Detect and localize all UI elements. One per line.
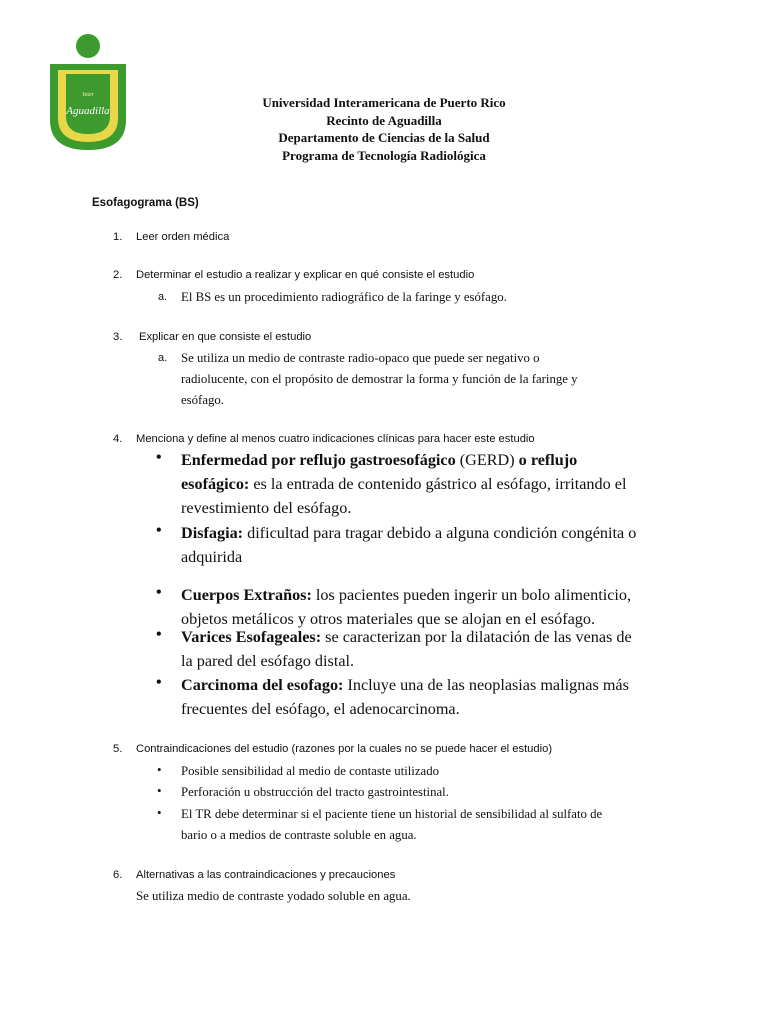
- q3-sub-letter: a.: [158, 352, 168, 364]
- q6-number: 6.: [113, 869, 123, 881]
- q3-sub-block: [181, 348, 578, 411]
- document-header: [0, 94, 768, 164]
- q4-bullet-disfagia: Disfagia: dificultad para tragar debido a alguna condición congénita o adquirida: [181, 524, 637, 566]
- logo-wordmark: Aguadilla: [66, 105, 110, 117]
- q3-sub-line1: Se utiliza un medio de contraste radio-opaco que puede ser negativo o: [181, 351, 540, 365]
- q2-sub-letter: a.: [158, 291, 168, 303]
- q5-bullet-3: El TR debe determinar si el paciente tiene un historial de sensibilidad al sulfato de bario o a medios de contraste soluble en agua.: [181, 807, 603, 842]
- bullet-dot: •: [157, 805, 162, 820]
- q4-bullet-gerd: Enfermedad por reflujo gastroesofágico (GERD) o reflujo esofágico: es la entrada de contenido gástrico al esófago, irritando el revestimiento del esófago.: [181, 451, 627, 517]
- logo-dot: [76, 34, 100, 58]
- bullet-dot: •: [156, 522, 162, 539]
- q4-bullet-varices: Varices Esofageales: se caracterizan por la dilatación de las venas de la pared del esófago distal.: [181, 628, 632, 670]
- q5-text: Contraindicaciones del estudio (razones por la cuales no se puede hacer el estudio): [136, 743, 553, 755]
- q2-sub-text: El BS es un procedimiento radiográfico de la faringe y esófago.: [181, 290, 507, 304]
- q4-number: 4.: [113, 433, 123, 445]
- q6-answer: Se utiliza medio de contraste yodado soluble en agua.: [136, 889, 411, 903]
- q1-text: Leer orden médica: [136, 231, 230, 243]
- q5-bullet-1: Posible sensibilidad al medio de contaste utilizado: [181, 764, 440, 778]
- q2-text: Determinar el estudio a realizar y explicar en qué consiste el estudio: [136, 269, 475, 281]
- bullet-dot: •: [156, 674, 162, 691]
- page-title: Esofagograma (BS): [92, 197, 199, 209]
- q4-bullet-cuerpos: Cuerpos Extraños: los pacientes pueden ingerir un bolo alimenticio, objetos metálicos y otros materiales que se alojan en el esófago.: [181, 586, 632, 628]
- q3-text: Explicar en que consiste el estudio: [139, 331, 312, 343]
- bullet-dot: •: [157, 783, 162, 798]
- bullet-dot: •: [156, 626, 162, 643]
- header-program: Programa de Tecnología Radiológica: [282, 147, 486, 163]
- q3-sub-line2: radiolucente, con el propósito de demostrar la forma y función de la faringe y: [181, 372, 578, 386]
- bullet-dot: •: [156, 449, 162, 466]
- q6-text: Alternativas a las contraindicaciones y precauciones: [136, 869, 396, 881]
- q4-text: Menciona y define al menos cuatro indicaciones clínicas para hacer este estudio: [136, 433, 535, 445]
- bullet-dot: •: [157, 762, 162, 777]
- svg-text:Inter: Inter: [82, 92, 94, 98]
- q4-bullet-carcinoma: Carcinoma del esofago: Incluye una de las neoplasias malignas más frecuentes del esófago, el adenocarcinoma.: [181, 676, 629, 718]
- header-university: Universidad Interamericana de Puerto Rico: [262, 95, 506, 110]
- q5-bullet-2: Perforación u obstrucción del tracto gastrointestinal.: [181, 785, 449, 799]
- bullet-dot: •: [156, 584, 162, 601]
- q2-number: 2.: [113, 269, 123, 281]
- q5-number: 5.: [113, 743, 123, 755]
- q1-number: 1.: [113, 231, 123, 243]
- q3-sub-line3: esófago.: [181, 393, 224, 407]
- header-department: Departamento de Ciencias de la Salud: [278, 130, 490, 145]
- q3-number: 3.: [113, 331, 123, 343]
- header-campus: Recinto de Aguadilla: [326, 112, 442, 128]
